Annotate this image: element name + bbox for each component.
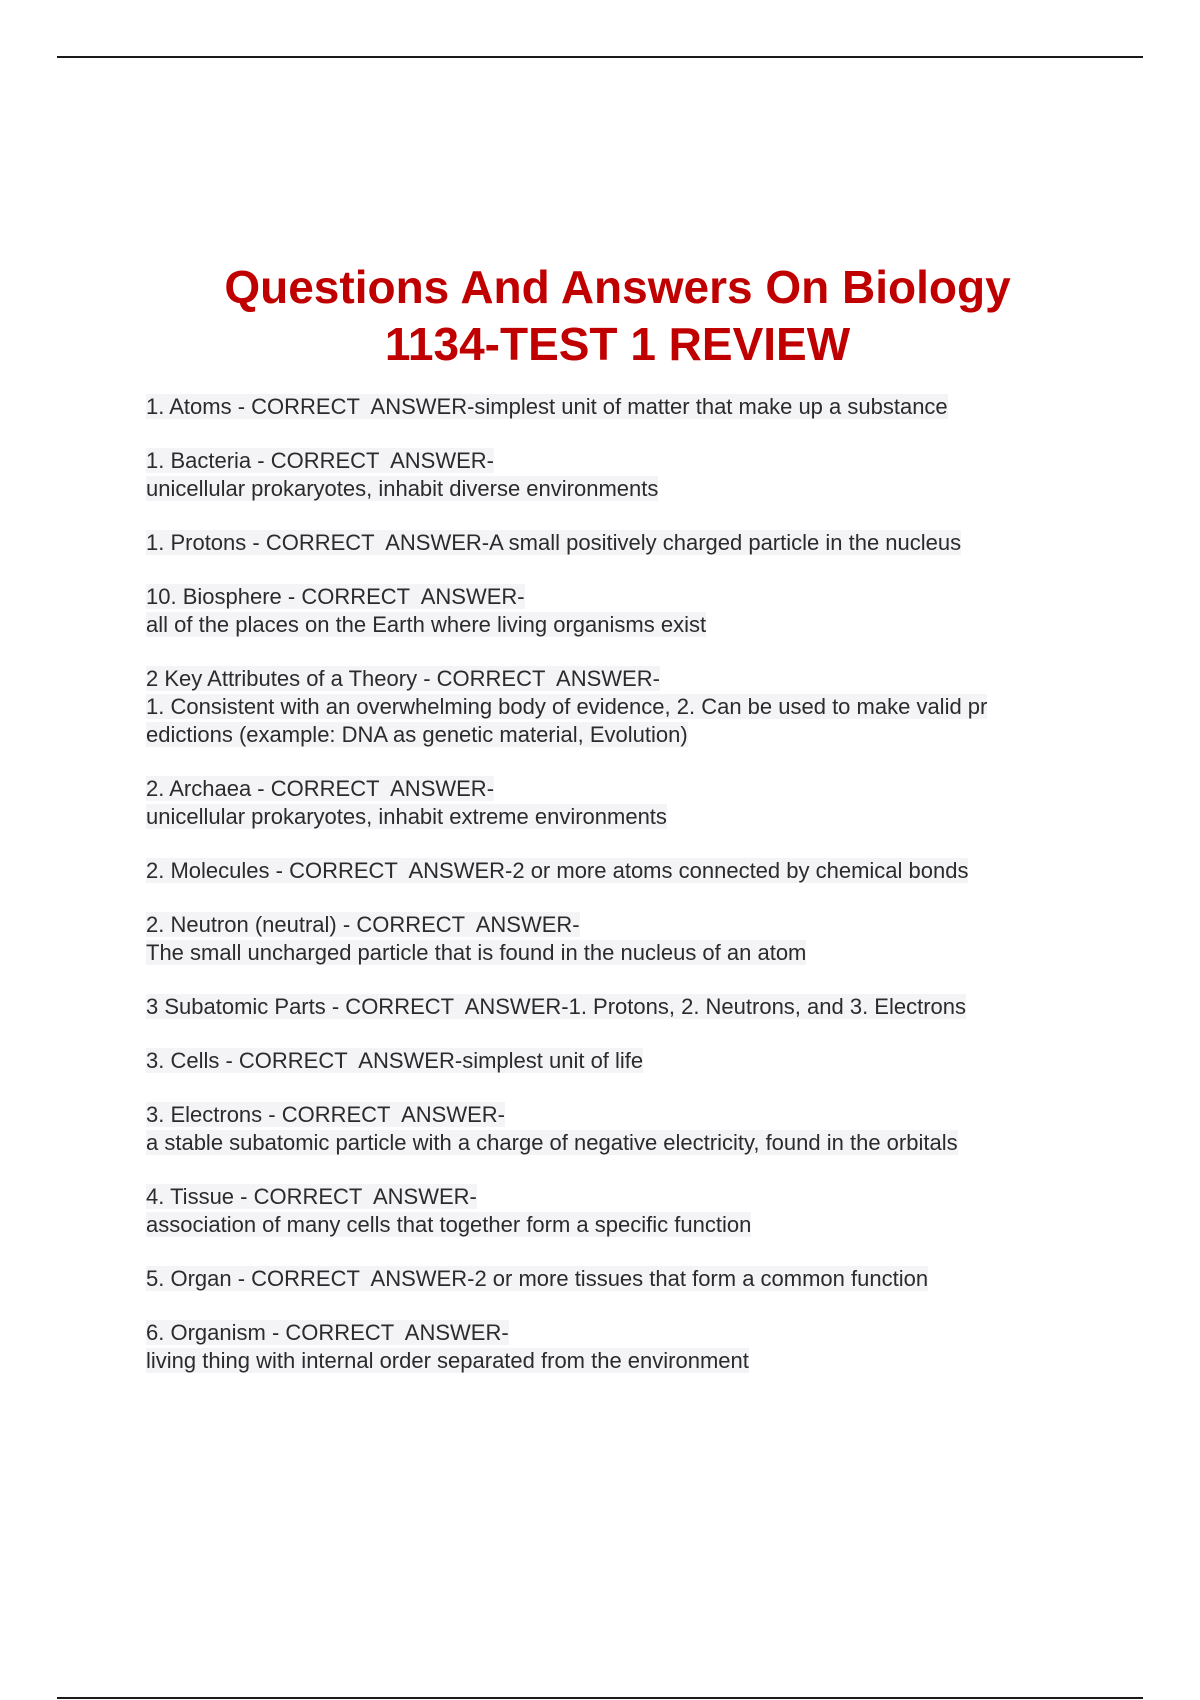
qa-item <box>146 1101 1086 1157</box>
qa-question <box>146 994 569 1019</box>
qa-answer: all of the places on the Earth where living organisms exist <box>146 612 707 637</box>
qa-correct-answer-label: - CORRECT ANSWER- <box>251 448 494 473</box>
qa-item <box>146 775 1086 831</box>
qa-answer: 2 or more tissues that form a common function <box>474 1266 929 1291</box>
title-line-1: Questions And Answers On Biology <box>224 260 1011 313</box>
qa-answer: association of many cells that together form a specific function <box>146 1212 752 1237</box>
qa-correct-answer-label: - CORRECT ANSWER- <box>231 394 475 419</box>
qa-term: 6. Organism <box>146 1320 266 1345</box>
qa-item <box>146 529 1086 557</box>
qa-term: 2 Key Attributes of a Theory <box>146 666 418 691</box>
qa-correct-answer-label: - CORRECT ANSWER- <box>265 1320 509 1345</box>
bottom-rule <box>57 1697 1143 1699</box>
qa-answer: simplest unit of life <box>462 1048 644 1073</box>
qa-question <box>146 1184 477 1209</box>
title-line-2: 1134-TEST 1 REVIEW <box>384 317 851 370</box>
qa-answer-line <box>146 1129 1086 1157</box>
qa-answer-line <box>146 475 1086 503</box>
qa-correct-answer-label: - CORRECT ANSWER- <box>262 1102 505 1127</box>
qa-item <box>146 447 1086 503</box>
qa-term: 1. Atoms <box>146 394 232 419</box>
qa-answer: edictions (example: DNA as genetic material, Evolution) <box>146 722 688 747</box>
qa-answer-line <box>146 1211 1086 1239</box>
qa-item <box>146 583 1086 639</box>
qa-item <box>146 993 1086 1021</box>
qa-answer: living thing with internal order separated from the environment <box>146 1348 749 1373</box>
qa-correct-answer-label: - CORRECT ANSWER- <box>417 666 660 691</box>
qa-term: 2. Molecules <box>146 858 270 883</box>
qa-answer: The small uncharged particle that is found in the nucleus of an atom <box>146 940 807 965</box>
qa-question <box>146 912 580 937</box>
qa-question <box>146 666 660 691</box>
qa-answer: a stable subatomic particle with a charge of negative electricity, found in the orbitals <box>146 1130 958 1155</box>
qa-answer: 2 or more atoms connected by chemical bonds <box>512 858 969 883</box>
qa-answer-line <box>146 939 1086 967</box>
qa-question <box>146 1266 474 1291</box>
qa-term: 2. Neutron (neutral) <box>146 912 337 937</box>
qa-question <box>146 448 494 473</box>
qa-term: 3 Subatomic Parts <box>146 994 326 1019</box>
qa-answer-line <box>146 1347 1086 1375</box>
qa-item <box>146 1183 1086 1239</box>
qa-item <box>146 1265 1086 1293</box>
qa-answer: simplest unit of matter that make up a substance <box>474 394 948 419</box>
qa-question <box>146 1320 509 1345</box>
qa-question <box>146 858 512 883</box>
qa-term: 3. Electrons <box>146 1102 263 1127</box>
qa-term: 1. Bacteria <box>146 448 252 473</box>
qa-correct-answer-label: - CORRECT ANSWER- <box>231 1266 475 1291</box>
qa-term: 10. Biosphere <box>146 584 282 609</box>
qa-term: 5. Organ <box>146 1266 232 1291</box>
qa-answer: 1. Consistent with an overwhelming body of evidence, 2. Can be used to make valid pr <box>146 694 988 719</box>
qa-term: 1. Protons <box>146 530 247 555</box>
qa-correct-answer-label: - CORRECT ANSWER- <box>246 530 490 555</box>
qa-answer: 1. Protons, 2. Neutrons, and 3. Electrons <box>568 994 967 1019</box>
qa-item <box>146 1047 1086 1075</box>
qa-correct-answer-label: - CORRECT ANSWER- <box>325 994 569 1019</box>
qa-correct-answer-label: - CORRECT ANSWER- <box>251 776 495 801</box>
qa-item <box>146 665 1086 749</box>
qa-correct-answer-label: - CORRECT ANSWER- <box>269 858 513 883</box>
qa-answer-line <box>146 721 1086 749</box>
qa-answer-line <box>146 611 1086 639</box>
qa-answer-line <box>146 803 1086 831</box>
qa-question <box>146 1102 505 1127</box>
qa-answer-line <box>146 693 1086 721</box>
qa-question <box>146 530 489 555</box>
qa-question <box>146 776 494 801</box>
qa-answer: unicellular prokaryotes, inhabit diverse environments <box>146 476 659 501</box>
qa-correct-answer-label: - CORRECT ANSWER- <box>234 1184 477 1209</box>
qa-item <box>146 393 1086 421</box>
qa-answer: A small positively charged particle in the nucleus <box>489 530 962 555</box>
qa-term: 4. Tissue <box>146 1184 235 1209</box>
qa-correct-answer-label: - CORRECT ANSWER- <box>219 1048 463 1073</box>
qa-correct-answer-label: - CORRECT ANSWER- <box>336 912 580 937</box>
qa-answer: unicellular prokaryotes, inhabit extreme environments <box>146 804 667 829</box>
qa-term: 3. Cells <box>146 1048 220 1073</box>
qa-question <box>146 584 525 609</box>
qa-correct-answer-label: - CORRECT ANSWER- <box>281 584 525 609</box>
qa-question <box>146 394 474 419</box>
qa-item <box>146 857 1086 885</box>
qa-list <box>146 393 1086 1401</box>
qa-term: 2. Archaea <box>146 776 252 801</box>
qa-item <box>146 1319 1086 1375</box>
qa-item <box>146 911 1086 967</box>
qa-question <box>146 1048 462 1073</box>
document-title <box>0 259 1200 373</box>
top-rule <box>57 56 1143 58</box>
